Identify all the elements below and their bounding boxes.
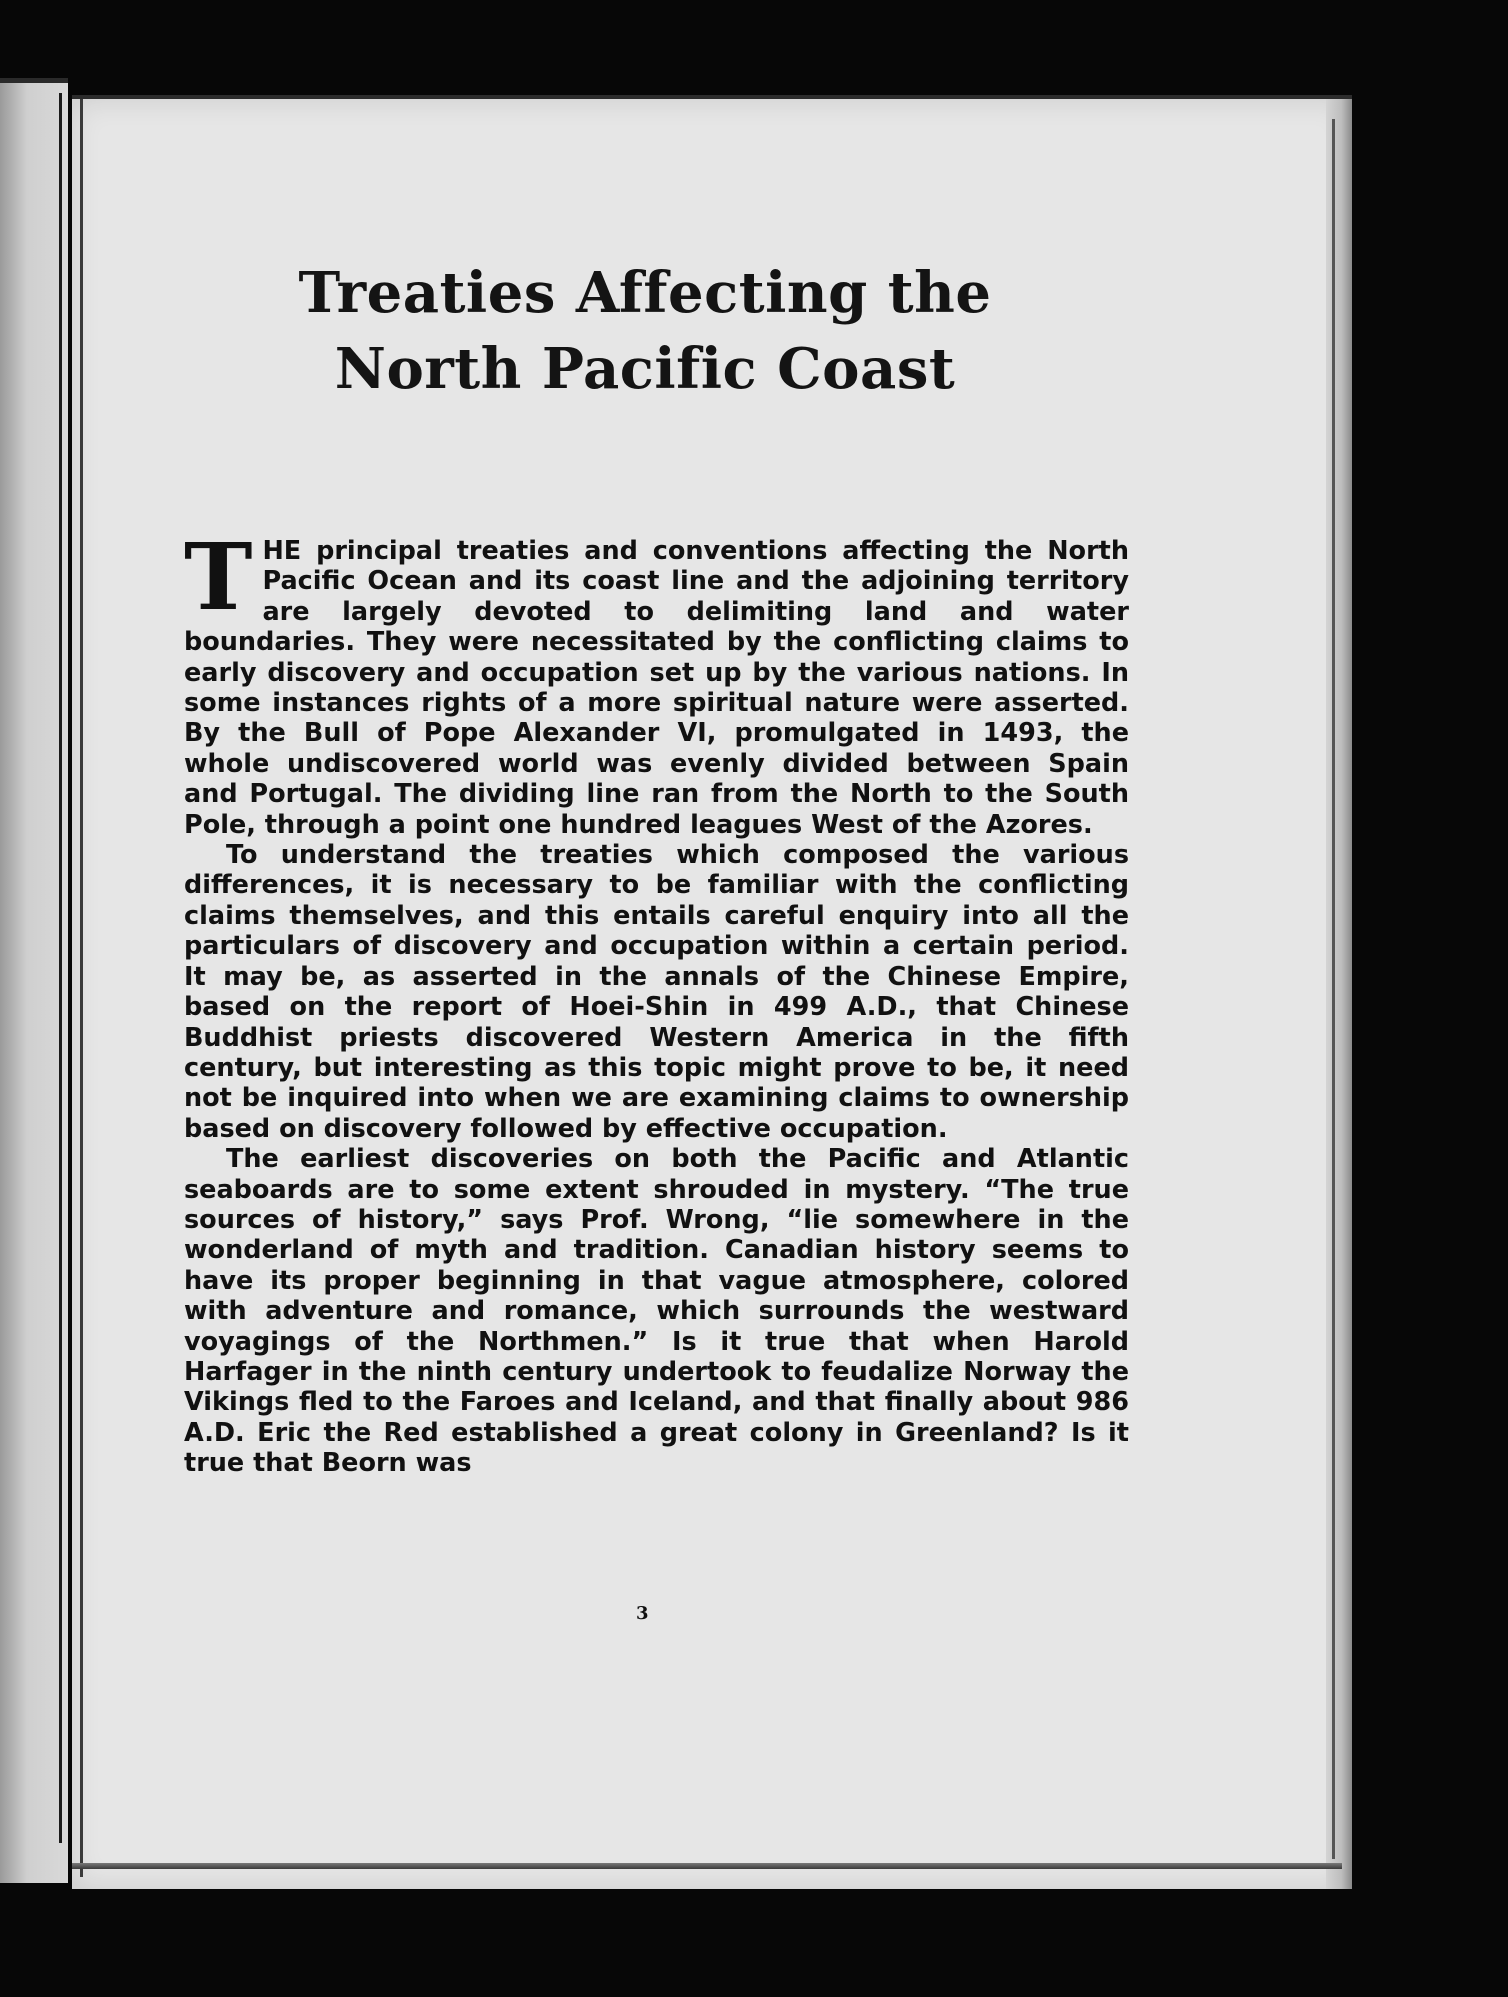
paragraph-1-text: HE principal treaties and conventions affecting the North Pacific Ocean and its coast line and the adjoining territory are largely devoted to delimiting land and water boundaries. They were necessitated by the conflicting claims to early discovery and occupation set up by the various nations. In some instances rights of a more spiritual nature were asserted. By the Bull of Pope Alexander VI, promulgated in 1493, the whole undiscovered world was evenly divided between Spain and Portugal. The dividing line ran from the North to the South Pole, through a point one hundred leagues West of the Azores.: [184, 536, 1129, 840]
page-title: [240, 255, 1050, 407]
title-line-1: Treaties Affecting the: [298, 260, 992, 326]
paragraph-3: The earliest discoveries on both the Pacific and Atlantic seaboards are to some extent shrouded in mystery. “The true sources of history,” says Prof. Wrong, “lie somewhere in the wonderland of myth and tradition. Canadian history seems to have its proper beginning in that vague atmosphere, colored with adventure and romance, which surrounds the westward voyagings of the Northmen.” Is it true that when Harold Harfager in the ninth century undertook to feudalize Norway the Vikings fled to the Faroes and Iceland, and that finally about 986 A.D. Eric the Red established a great colony in Greenland? Is it true that Beorn was: [184, 1144, 1129, 1479]
page-bottom-border: [72, 1863, 1342, 1869]
previous-page-edge: [0, 78, 68, 1883]
drop-cap: T: [184, 523, 253, 631]
page-right-border: [1332, 119, 1335, 1859]
page-number: 3: [636, 1603, 649, 1624]
article-body: [184, 523, 1129, 1479]
title-line-2: North Pacific Coast: [334, 336, 956, 402]
page-right-edge: [1326, 99, 1352, 1889]
paragraph-1: [184, 523, 1129, 840]
page-left-border: [80, 99, 83, 1877]
gutter-line: [59, 93, 62, 1843]
paragraph-2: To understand the treaties which composed the various differences, it is necessary to be familiar with the conflicting claims themselves, and this entails careful enquiry into all the particulars of discovery and occupation within a certain period. It may be, as asserted in the annals of the Chinese Empire, based on the report of Hoei-Shin in 499 A.D., that Chinese Buddhist priests discovered Western America in the fifth century, but interesting as this topic might prove to be, it need not be inquired into when we are examining claims to ownership based on discovery followed by effective occupation.: [184, 840, 1129, 1144]
